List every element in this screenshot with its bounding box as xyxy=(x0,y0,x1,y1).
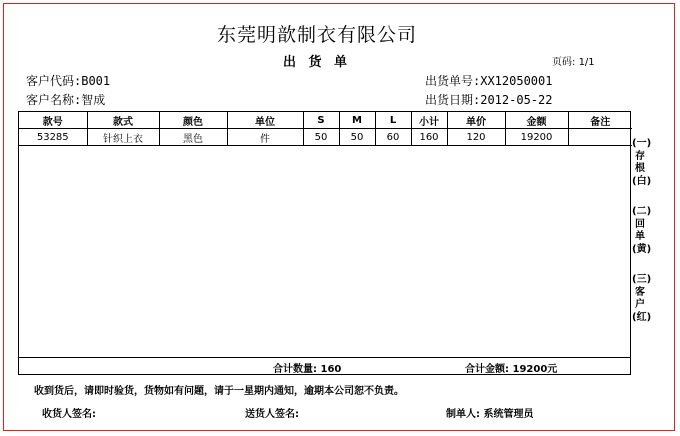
receiver-signature: 收货人签名: xyxy=(42,409,96,420)
column-header: 颜色 xyxy=(159,112,227,129)
copy-labels xyxy=(632,138,652,342)
document-maker xyxy=(446,405,533,420)
customer-code-value: B001 xyxy=(81,74,111,88)
table-cell: 120 xyxy=(447,129,505,146)
page-number xyxy=(552,53,595,68)
table-cell: 53285 xyxy=(19,129,87,146)
column-header: L xyxy=(375,112,411,129)
column-header: S xyxy=(303,112,339,129)
table-row xyxy=(19,129,632,146)
table-cell: 针织上衣 xyxy=(87,129,159,146)
column-header: 金额 xyxy=(505,112,568,129)
total-amount-value: 19200元 xyxy=(512,364,558,375)
copy-char: 客 xyxy=(635,286,645,298)
table-cell: 19200 xyxy=(505,129,568,146)
copy-number: (三) xyxy=(632,274,652,285)
table-cell: 50 xyxy=(303,129,339,146)
table-cell: 件 xyxy=(227,129,303,146)
total-quantity-label: 合计数量: xyxy=(273,364,317,375)
copy-number: (一) xyxy=(632,138,652,149)
shipment-date-value: 2012-05-22 xyxy=(480,93,553,107)
customer-name-label: 客户名称: xyxy=(26,93,82,107)
maker-value: 系统管理员 xyxy=(483,409,534,420)
notice-text: 收到货后，请即时验货，货物如有问题，请于一星期内通知，逾期本公司恕不负责。 xyxy=(34,386,404,397)
table-cell: 60 xyxy=(375,129,411,146)
item-table xyxy=(19,112,632,146)
total-quantity-value: 160 xyxy=(320,364,342,375)
table-cell: 黑色 xyxy=(159,129,227,146)
copy-color: (黄) xyxy=(632,243,652,255)
shipment-number-value: XX12050001 xyxy=(480,74,553,88)
copy-char: 回 xyxy=(635,218,645,230)
customer-code xyxy=(26,72,110,89)
column-header: M xyxy=(339,112,375,129)
table-header-row xyxy=(19,112,632,129)
column-header: 单价 xyxy=(447,112,505,129)
totals-row xyxy=(19,357,630,374)
copy-color: (红) xyxy=(632,311,652,323)
table-cell: 160 xyxy=(411,129,447,146)
customer-name-value: 智成 xyxy=(81,93,106,107)
shipment-number-label: 出货单号: xyxy=(425,74,481,88)
column-header: 款式 xyxy=(87,112,159,129)
shipment-number xyxy=(425,72,552,89)
copy-number: (二) xyxy=(632,206,652,217)
copy-char: 存 xyxy=(635,150,645,162)
column-header: 备注 xyxy=(568,112,632,129)
shipment-date-label: 出货日期: xyxy=(425,93,481,107)
maker-label: 制单人: xyxy=(446,409,480,420)
column-header: 单位 xyxy=(227,112,303,129)
total-amount-label: 合计金额: xyxy=(465,364,509,375)
item-sheet xyxy=(18,111,631,375)
copy-color: (白) xyxy=(632,175,652,187)
total-quantity xyxy=(273,360,341,375)
total-amount xyxy=(465,360,557,375)
copy-char: 单 xyxy=(635,231,645,242)
shipment-date xyxy=(425,91,552,108)
customer-name xyxy=(26,91,105,108)
page-number-value: 1/1 xyxy=(578,57,595,68)
customer-code-label: 客户代码: xyxy=(26,74,82,88)
copy-label-customer xyxy=(632,274,652,324)
copy-label-return xyxy=(632,206,652,256)
column-header: 款号 xyxy=(19,112,87,129)
table-cell: 50 xyxy=(339,129,375,146)
copy-label-stub xyxy=(632,138,652,188)
company-name: 东莞明歆制衣有限公司 xyxy=(216,24,417,46)
table-cell xyxy=(568,129,632,146)
column-header: 小计 xyxy=(411,112,447,129)
deliverer-signature: 送货人签名: xyxy=(245,409,299,420)
copy-char: 根 xyxy=(635,163,645,174)
document-title: 出 货 单 xyxy=(282,55,352,70)
copy-char: 户 xyxy=(635,299,645,310)
page-number-label: 页码: xyxy=(552,57,576,68)
